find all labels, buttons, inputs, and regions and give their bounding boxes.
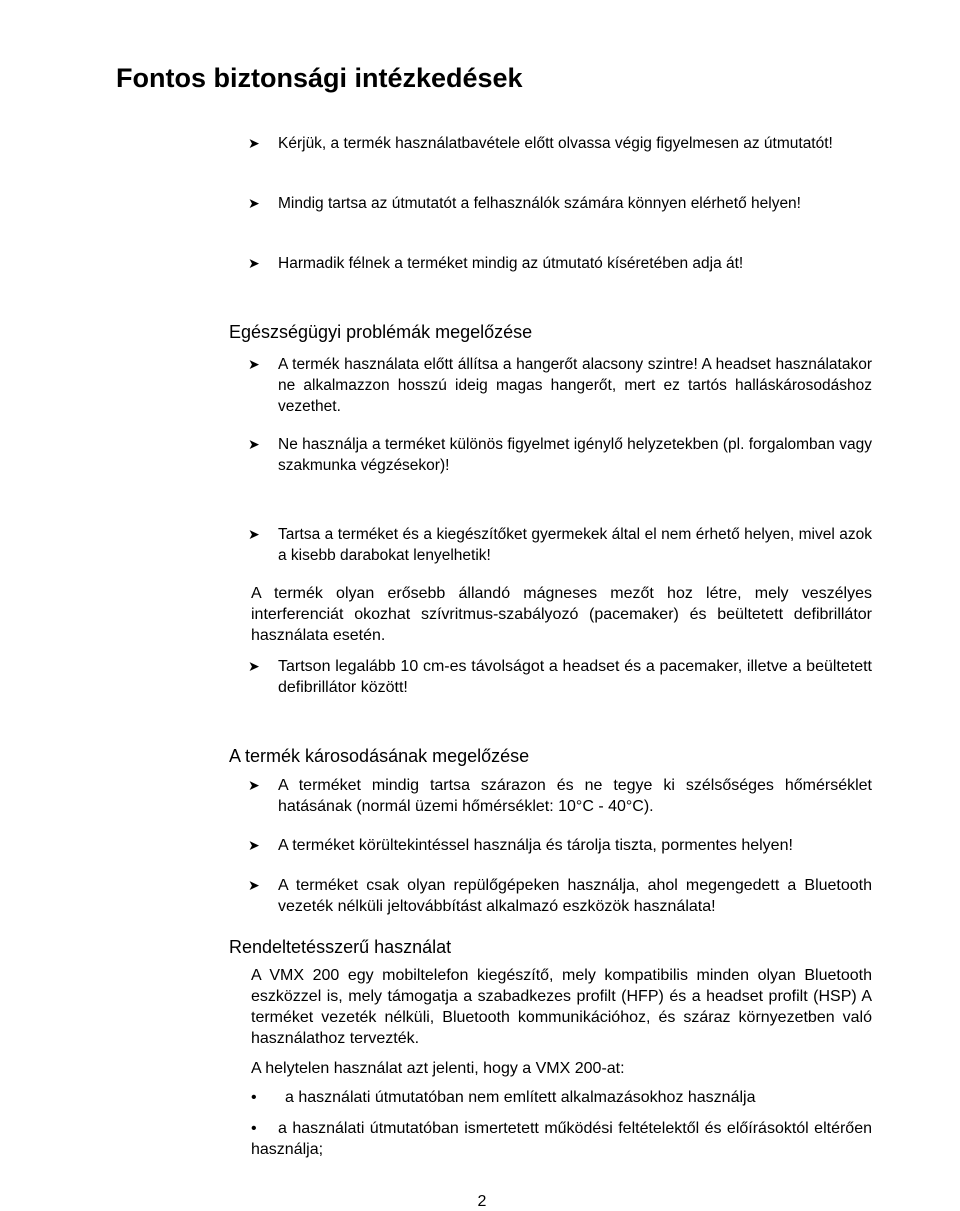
damage-item-text: A terméket mindig tartsa szárazon és ne tegye ki szélsőséges hőmérséklet hatásának (normál üzemi hőmérséklet: 10°C - 40°C). [278, 777, 872, 815]
damage-item-text: A terméket körültekintéssel használja és tárolja tiszta, pormentes helyen! [278, 837, 793, 854]
health-item-1 [248, 354, 872, 417]
section-heading-health: Egészségügyi problémák megelőzése [229, 322, 533, 342]
arrow-bullet-icon: ➤ [248, 658, 260, 674]
section-heading-damage: A termék károsodásának megelőzése [229, 746, 530, 766]
dot-bullet-icon: • [251, 1120, 257, 1137]
arrow-bullet-icon: ➤ [248, 255, 260, 271]
health-paragraph: A termék olyan erősebb állandó mágneses mezőt hoz létre, mely veszélyes interferenciát okozhat szívritmus-szabályozó (pacemaker) és beültetett defibrillátor használata esetén. [251, 585, 872, 644]
intro-item-text: Harmadik félnek a terméket mindig az útmutató kíséretében adja át! [278, 255, 744, 272]
health-item-text: A termék használata előtt állítsa a hangerőt alacsony szintre! A headset használatakor ne alkalmazzon hosszú ideig magas hangerőt, mert ez tartós halláskárosodáshoz vezethet. [278, 356, 872, 415]
misuse-intro: A helytelen használat azt jelenti, hogy a VMX 200-at: [251, 1060, 625, 1077]
arrow-bullet-icon: ➤ [248, 877, 260, 893]
damage-item-1 [248, 775, 872, 817]
health-item-text: Tartson legalább 10 cm-es távolságot a headset és a pacemaker, illetve a beültetett defibrillátor között! [278, 658, 872, 696]
health-item-3 [248, 524, 872, 566]
dot-bullet-icon: • [251, 1089, 257, 1106]
damage-item-3 [248, 875, 872, 917]
arrow-bullet-icon: ➤ [248, 356, 260, 372]
arrow-bullet-icon: ➤ [248, 777, 260, 793]
intro-item-text: Kérjük, a termék használatbavétele előtt olvassa végig figyelmesen az útmutatót! [278, 135, 833, 152]
misuse-item-2 [251, 1118, 872, 1160]
damage-item-text: A terméket csak olyan repülőgépeken használja, ahol megengedett a Bluetooth vezeték nélküli jeltovábbítást alkalmazó eszközök használata! [278, 877, 872, 915]
arrow-bullet-icon: ➤ [248, 436, 260, 452]
misuse-item-1 [251, 1087, 872, 1108]
health-item-4 [248, 656, 872, 698]
intro-item-2 [248, 193, 872, 214]
health-item-text: Tartsa a terméket és a kiegészítőket gyermekek által el nem érhető helyen, mivel azok a kisebb darabokat lenyelhetik! [278, 526, 872, 564]
arrow-bullet-icon: ➤ [248, 526, 260, 542]
arrow-bullet-icon: ➤ [248, 195, 260, 211]
intro-item-1 [248, 133, 872, 154]
health-item-2 [248, 434, 872, 476]
intended-use-paragraph: A VMX 200 egy mobiltelefon kiegészítő, mely kompatibilis minden olyan Bluetooth eszközzel is, mely támogatja a szabadkezes profilt (HFP) és a headset profilt (HSP) A terméket vezeték nélküli, Bluetooth kommunikációhoz, és száraz környezetben való használathoz tervezték. [251, 967, 872, 1047]
section-heading-intended-use: Rendeltetésszerű használat [229, 937, 452, 957]
intro-item-text: Mindig tartsa az útmutatót a felhasználók számára könnyen elérhető helyen! [278, 195, 801, 212]
page-number: 2 [477, 1193, 487, 1210]
intro-item-3 [248, 253, 872, 274]
page-title: Fontos biztonsági intézkedések [116, 63, 523, 93]
arrow-bullet-icon: ➤ [248, 135, 260, 151]
health-item-text: Ne használja a terméket különös figyelmet igénylő helyzetekben (pl. forgalomban vagy szakmunka végzésekor)! [278, 436, 872, 474]
damage-item-2 [248, 835, 872, 856]
misuse-item-text: a használati útmutatóban nem említett alkalmazásokhoz használja [285, 1089, 756, 1106]
misuse-item-text: a használati útmutatóban ismertetett működési feltételektől és előírásoktól eltérően használja; [251, 1120, 872, 1158]
arrow-bullet-icon: ➤ [248, 837, 260, 853]
